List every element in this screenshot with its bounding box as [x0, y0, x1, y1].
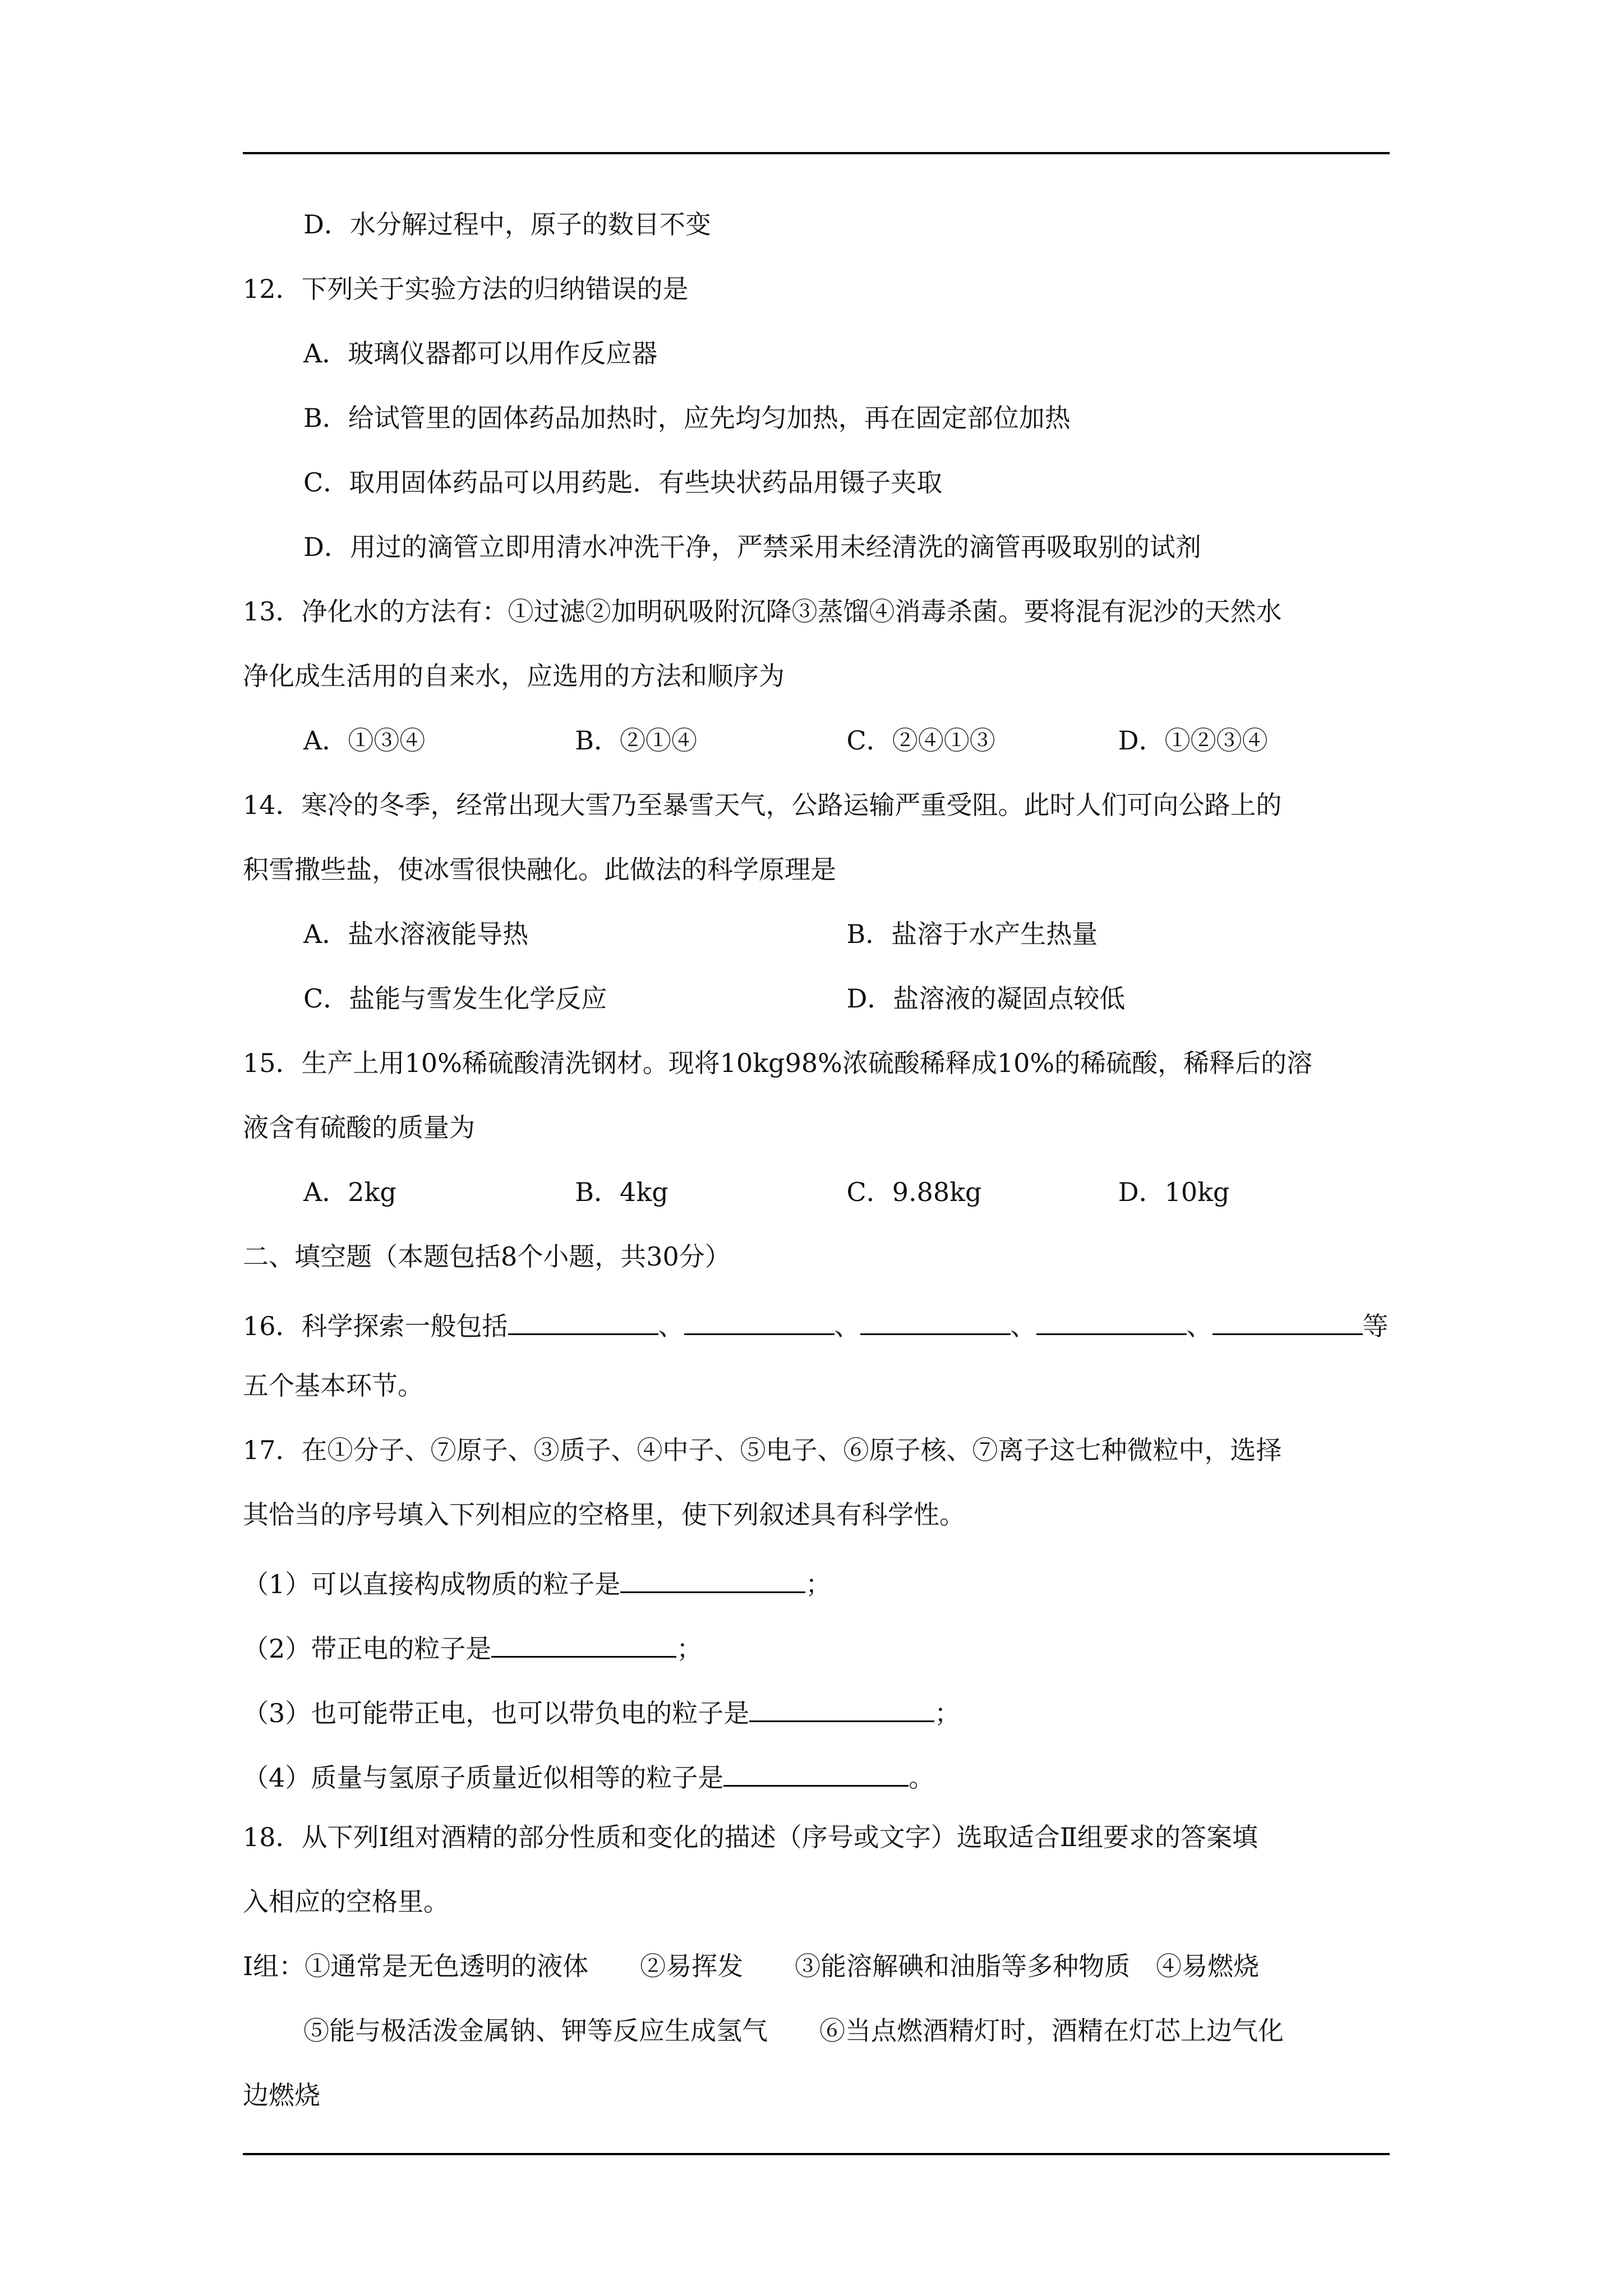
q15-stem-line2: 液含有硫酸的质量为 [243, 1112, 475, 1143]
answer-blank[interactable] [723, 1756, 909, 1787]
q15-options [243, 1175, 1390, 1240]
q12-option-b: B．给试管里的固体药品加热时，应先均匀加热，再在固定部位加热 [303, 403, 1071, 433]
q14-options-row2 [243, 982, 1390, 1046]
q18-group1-line3: 边燃烧 [243, 2080, 320, 2110]
section-heading: 二、填空题（本题包括8个小题，共30分） [243, 1241, 731, 1272]
q17-item-1-end: ； [805, 1569, 832, 1599]
q17-item-4-end: 。 [909, 1763, 935, 1793]
q13-option-c: C．②④①③ [846, 725, 995, 756]
q15-option-d: D．10kg [1118, 1177, 1230, 1207]
q12-option-c: C．取用固体药品可以用药匙．有些块状药品用镊子夹取 [303, 467, 943, 498]
footer-rule [243, 2153, 1390, 2155]
q18-stem-line1: 18．从下列Ⅰ组对酒精的部分性质和变化的描述（序号或文字）选取适合Ⅱ组要求的答案填 [243, 1822, 1258, 1852]
q16-separator: 、 [834, 1311, 860, 1341]
q17-stem-line1: 17．在①分子、⑦原子、③质子、④中子、⑤电子、⑥原子核、⑦离子这七种微粒中，选择 [243, 1435, 1282, 1465]
q14-option-b: B．盐溶于水产生热量 [846, 919, 1098, 949]
q18-group1-line2: ⑤能与极活泼金属钠、钾等反应生成氢气 ⑥当点燃酒精灯时，酒精在灯芯上边气化 [303, 2016, 1284, 2046]
q18-group1-line1: Ⅰ组：①通常是无色透明的液体 ②易挥发 ③能溶解碘和油脂等多种物质 ④易燃烧 [243, 1951, 1260, 1981]
q15-option-a: A．2kg [303, 1177, 396, 1207]
q16-separator: 、 [1010, 1311, 1036, 1341]
answer-blank[interactable] [620, 1562, 805, 1593]
q14-options-row1 [243, 917, 1390, 982]
answer-blank[interactable] [749, 1691, 934, 1722]
answer-blank[interactable] [491, 1627, 676, 1658]
answer-blank[interactable] [508, 1304, 658, 1335]
q17-item-2 [243, 1627, 1390, 1691]
q17-item-2-end: ； [676, 1634, 703, 1664]
q14-stem-line1: 14．寒冷的冬季，经常出现大雪乃至暴雪天气，公路运输严重受阻。此时人们可向公路上的 [243, 790, 1282, 820]
answer-blank[interactable] [860, 1304, 1011, 1335]
q16-separator: 、 [1186, 1311, 1212, 1341]
q17-item-1 [243, 1562, 1390, 1627]
q14-option-c: C．盐能与雪发生化学反应 [303, 983, 607, 1014]
answer-blank[interactable] [1212, 1304, 1363, 1335]
q13-options [243, 724, 1390, 788]
q17-item-2-text: （2）带正电的粒子是 [243, 1634, 492, 1664]
header-rule [243, 152, 1390, 154]
q16-stem-line1 [243, 1304, 1390, 1369]
q15-option-b: B．4kg [575, 1177, 668, 1207]
q17-item-1-text: （1）可以直接构成物质的粒子是 [243, 1569, 621, 1599]
answer-blank[interactable] [1036, 1304, 1187, 1335]
q12-option-a: A．玻璃仪器都可以用作反应器 [303, 338, 658, 369]
q18-stem-line2: 入相应的空格里。 [243, 1887, 449, 1917]
q13-option-d: D．①②③④ [1118, 725, 1268, 756]
exam-page-content [243, 208, 1390, 2143]
q16-suffix: 等 [1362, 1311, 1389, 1341]
q12-stem: 12．下列关于实验方法的归纳错误的是 [243, 274, 689, 304]
q17-item-3-end: ； [934, 1698, 961, 1728]
q14-option-d: D．盐溶液的凝固点较低 [846, 983, 1126, 1014]
q12-option-d: D．用过的滴管立即用清水冲洗干净，严禁采用未经清洗的滴管再吸取别的试剂 [303, 532, 1201, 562]
q13-option-a: A．①③④ [303, 725, 426, 756]
q16-prefix: 16．科学探索一般包括 [243, 1311, 508, 1341]
q17-item-3-text: （3）也可能带正电，也可以带负电的粒子是 [243, 1698, 750, 1728]
q15-stem-line1: 15．生产上用10%稀硫酸清洗钢材。现将10kg98%浓硫酸稀释成10%的稀硫酸，稀释后的溶 [243, 1048, 1313, 1078]
q11-option-d: D．水分解过程中，原子的数目不变 [303, 209, 711, 240]
answer-blank[interactable] [684, 1304, 834, 1335]
q15-option-c: C．9.88kg [846, 1177, 982, 1207]
q13-stem-line2: 净化成生活用的自来水，应选用的方法和顺序为 [243, 661, 785, 691]
q16-stem-line2: 五个基本环节。 [243, 1370, 423, 1401]
q17-stem-line2: 其恰当的序号填入下列相应的空格里，使下列叙述具有科学性。 [243, 1499, 965, 1530]
q17-item-4-text: （4）质量与氢原子质量近似相等的粒子是 [243, 1763, 724, 1793]
q13-option-b: B．②①④ [575, 725, 698, 756]
q17-item-3 [243, 1691, 1390, 1756]
q14-stem-line2: 积雪撒些盐，使冰雪很快融化。此做法的科学原理是 [243, 854, 836, 885]
q16-separator: 、 [658, 1311, 684, 1341]
q13-stem-line1: 13．净化水的方法有：①过滤②加明矾吸附沉降③蒸馏④消毒杀菌。要将混有泥沙的天然水 [243, 596, 1282, 627]
q14-option-a: A．盐水溶液能导热 [303, 919, 529, 949]
q17-item-4 [243, 1756, 1390, 1820]
